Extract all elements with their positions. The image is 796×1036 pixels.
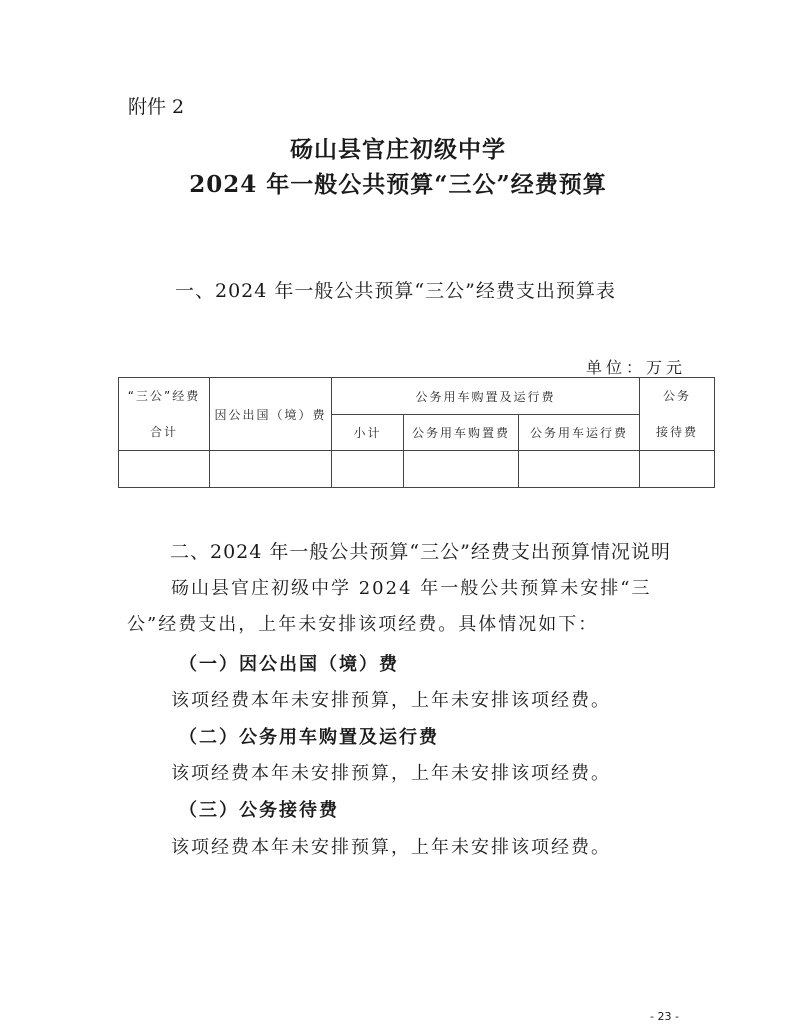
document-title-line1: 砀山县官庄初级中学 (290, 136, 506, 163)
table-row (119, 451, 715, 488)
intro-line2: 公”经费支出，上年未安排该项经费。具体情况如下： (127, 614, 599, 635)
budget-table (118, 377, 715, 488)
header-sangong-total (119, 378, 210, 451)
attachment-label: 附件 2 (128, 96, 185, 118)
header-subtotal: 小计 (332, 415, 404, 451)
cell-vehicle-operation (519, 451, 640, 488)
intro-paragraph (127, 571, 701, 643)
item1-text: 该项经费本年未安排预算，上年未安排该项经费。 (171, 690, 611, 711)
item3-text: 该项经费本年未安排预算，上年未安排该项经费。 (171, 837, 611, 858)
header-abroad: 因公出国（境）费 (210, 378, 332, 451)
intro-line1: 砀山县官庄初级中学 2024 年一般公共预算未安排“三 (171, 578, 652, 599)
page-number: - 23 - (650, 1010, 679, 1023)
header-vehicle-operation: 公务用车运行费 (519, 415, 640, 451)
header-sangong-line2: 合计 (149, 425, 178, 439)
header-reception (640, 378, 715, 451)
cell-subtotal (332, 451, 404, 488)
table-header-row (119, 378, 715, 415)
unit-label: 单位：万元 (586, 358, 687, 377)
section1-heading: 一、2024 年一般公共预算“三公”经费支出预算表 (175, 280, 616, 302)
header-vehicle-group: 公务用车购置及运行费 (332, 378, 640, 415)
section2-heading: 二、2024 年一般公共预算“三公”经费支出预算情况说明 (170, 541, 671, 563)
cell-vehicle-purchase (404, 451, 519, 488)
item2-heading: （二）公务用车购置及运行费 (179, 727, 439, 748)
document-title-line2: 2024 年一般公共预算“三公”经费预算 (189, 171, 607, 198)
item1-heading: （一）因公出国（境）费 (179, 654, 399, 675)
header-reception-line2: 接待费 (656, 425, 699, 439)
header-vehicle-purchase: 公务用车购置费 (404, 415, 519, 451)
cell-abroad (210, 451, 332, 488)
header-sangong-line1: “三公”经费 (127, 389, 201, 403)
item3-heading: （三）公务接待费 (179, 800, 339, 821)
cell-reception (640, 451, 715, 488)
header-reception-line1: 公务 (663, 389, 692, 403)
item2-text: 该项经费本年未安排预算，上年未安排该项经费。 (171, 763, 611, 784)
cell-sangong-total (119, 451, 210, 488)
